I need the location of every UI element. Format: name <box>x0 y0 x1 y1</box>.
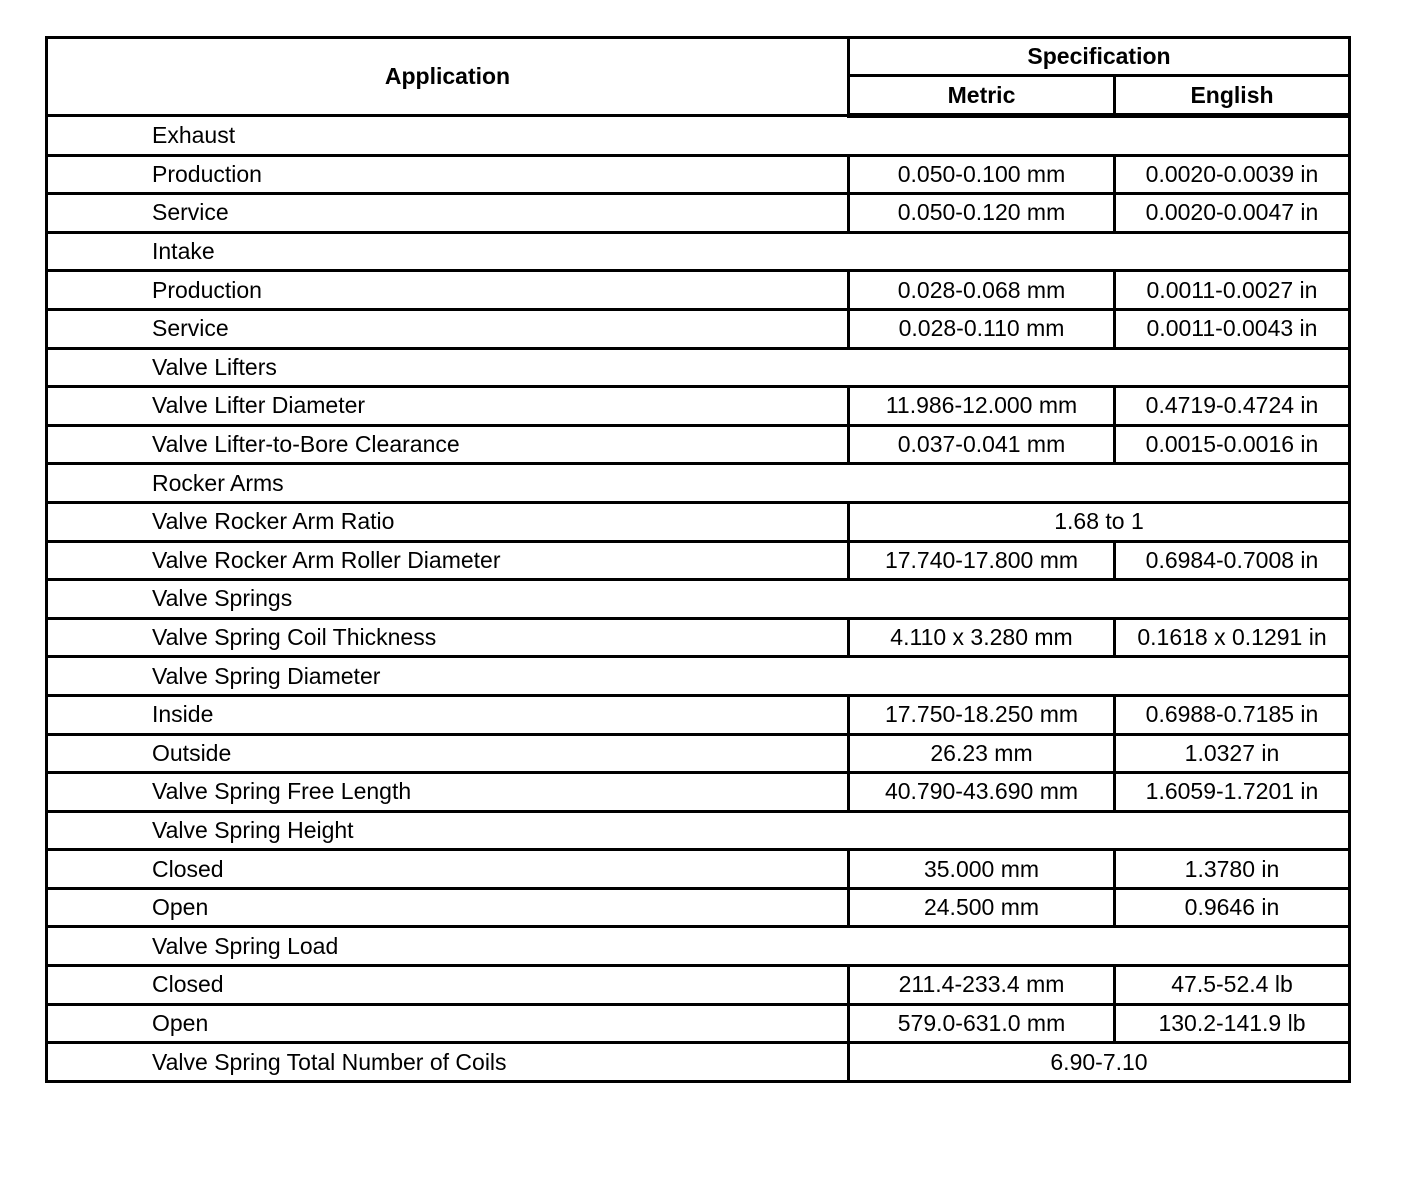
section-label: Valve Springs <box>47 580 1350 619</box>
english-cell: 0.0015-0.0016 in <box>1115 425 1350 464</box>
application-header: Application <box>47 38 849 116</box>
table-row <box>47 850 1350 889</box>
application-cell: Valve Spring Free Length <box>47 773 849 812</box>
english-cell: 0.0020-0.0039 in <box>1115 155 1350 194</box>
english-cell: 1.6059-1.7201 in <box>1115 773 1350 812</box>
table-row <box>47 425 1350 464</box>
table-row <box>47 966 1350 1005</box>
table-row <box>47 695 1350 734</box>
application-cell: Production <box>47 155 849 194</box>
section-row <box>47 464 1350 503</box>
combined-spec-cell: 1.68 to 1 <box>849 502 1350 541</box>
metric-cell: 40.790-43.690 mm <box>849 773 1115 812</box>
metric-cell: 17.740-17.800 mm <box>849 541 1115 580</box>
combined-spec-cell: 6.90-7.10 <box>849 1043 1350 1082</box>
metric-cell: 579.0-631.0 mm <box>849 1004 1115 1043</box>
section-label: Valve Spring Diameter <box>47 657 1350 696</box>
english-cell: 0.6988-0.7185 in <box>1115 695 1350 734</box>
section-label: Valve Lifters <box>47 348 1350 387</box>
table-row <box>47 155 1350 194</box>
table-row <box>47 888 1350 927</box>
english-header: English <box>1115 76 1350 116</box>
english-cell: 47.5-52.4 lb <box>1115 966 1350 1005</box>
table-header <box>47 38 1350 116</box>
metric-cell: 0.028-0.110 mm <box>849 309 1115 348</box>
section-row <box>47 348 1350 387</box>
table-row <box>47 194 1350 233</box>
english-cell: 0.4719-0.4724 in <box>1115 387 1350 426</box>
application-cell: Valve Rocker Arm Ratio <box>47 502 849 541</box>
table-row <box>47 309 1350 348</box>
application-cell: Valve Spring Total Number of Coils <box>47 1043 849 1082</box>
table-row <box>47 734 1350 773</box>
application-cell: Service <box>47 309 849 348</box>
section-row <box>47 116 1350 156</box>
metric-cell: 0.028-0.068 mm <box>849 271 1115 310</box>
section-row <box>47 657 1350 696</box>
section-label: Intake <box>47 232 1350 271</box>
english-cell: 0.9646 in <box>1115 888 1350 927</box>
section-row <box>47 811 1350 850</box>
section-label: Valve Spring Height <box>47 811 1350 850</box>
section-label: Valve Spring Load <box>47 927 1350 966</box>
table-row <box>47 1004 1350 1043</box>
metric-cell: 0.050-0.120 mm <box>849 194 1115 233</box>
table-row <box>47 1043 1350 1082</box>
english-cell: 0.6984-0.7008 in <box>1115 541 1350 580</box>
metric-cell: 17.750-18.250 mm <box>849 695 1115 734</box>
metric-header: Metric <box>849 76 1115 116</box>
section-row <box>47 232 1350 271</box>
application-cell: Valve Lifter Diameter <box>47 387 849 426</box>
application-cell: Open <box>47 1004 849 1043</box>
application-cell: Outside <box>47 734 849 773</box>
application-cell: Valve Spring Coil Thickness <box>47 618 849 657</box>
section-row <box>47 927 1350 966</box>
table-row <box>47 618 1350 657</box>
application-cell: Valve Lifter-to-Bore Clearance <box>47 425 849 464</box>
english-cell: 130.2-141.9 lb <box>1115 1004 1350 1043</box>
section-row <box>47 580 1350 619</box>
metric-cell: 26.23 mm <box>849 734 1115 773</box>
english-cell: 1.3780 in <box>1115 850 1350 889</box>
english-cell: 0.0011-0.0043 in <box>1115 309 1350 348</box>
application-cell: Open <box>47 888 849 927</box>
application-cell: Service <box>47 194 849 233</box>
section-label: Exhaust <box>47 116 1350 156</box>
table-row <box>47 271 1350 310</box>
application-cell: Closed <box>47 850 849 889</box>
table-body <box>47 116 1350 1082</box>
specification-header: Specification <box>849 38 1350 76</box>
application-cell: Production <box>47 271 849 310</box>
english-cell: 1.0327 in <box>1115 734 1350 773</box>
application-cell: Valve Rocker Arm Roller Diameter <box>47 541 849 580</box>
english-cell: 0.0011-0.0027 in <box>1115 271 1350 310</box>
english-cell: 0.0020-0.0047 in <box>1115 194 1350 233</box>
table-row <box>47 773 1350 812</box>
english-cell: 0.1618 x 0.1291 in <box>1115 618 1350 657</box>
specification-table <box>45 36 1351 1083</box>
metric-cell: 0.037-0.041 mm <box>849 425 1115 464</box>
metric-cell: 11.986-12.000 mm <box>849 387 1115 426</box>
metric-cell: 24.500 mm <box>849 888 1115 927</box>
application-cell: Inside <box>47 695 849 734</box>
application-cell: Closed <box>47 966 849 1005</box>
table-row <box>47 541 1350 580</box>
table-row <box>47 387 1350 426</box>
metric-cell: 4.110 x 3.280 mm <box>849 618 1115 657</box>
metric-cell: 35.000 mm <box>849 850 1115 889</box>
metric-cell: 0.050-0.100 mm <box>849 155 1115 194</box>
table-row <box>47 502 1350 541</box>
section-label: Rocker Arms <box>47 464 1350 503</box>
metric-cell: 211.4-233.4 mm <box>849 966 1115 1005</box>
